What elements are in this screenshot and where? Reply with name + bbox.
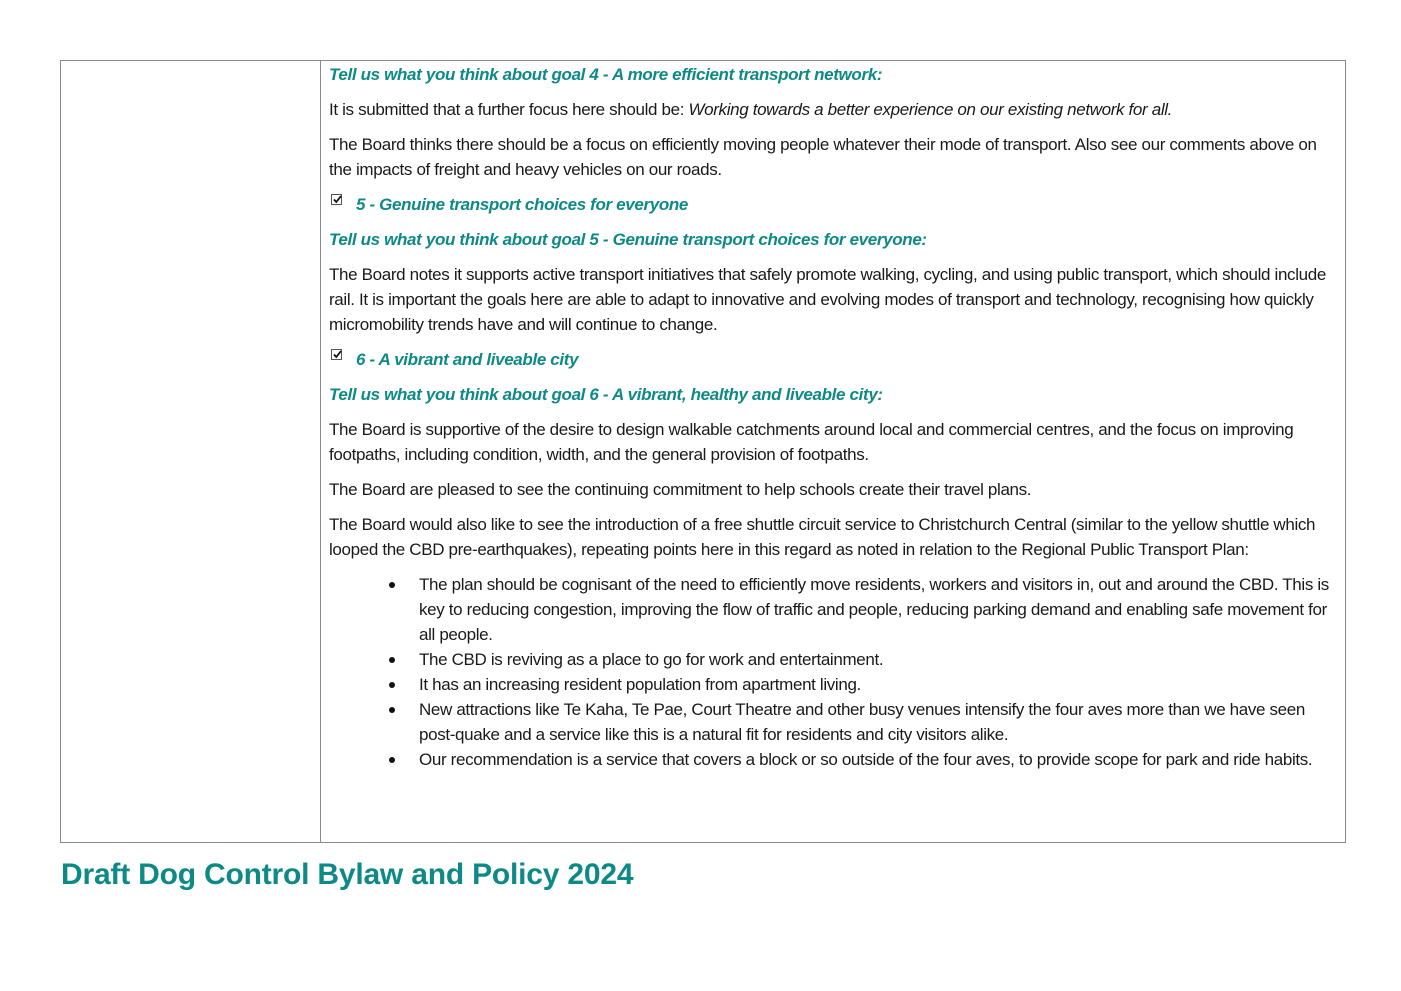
goal5-checkbox-row [329, 192, 1339, 217]
goal5-question: Tell us what you think about goal 5 - Genuine transport choices for everyone: [329, 230, 927, 249]
list-item-text: The CBD is reviving as a place to go for work and entertainment. [419, 650, 884, 669]
goal6-checkbox[interactable] [331, 349, 342, 360]
goal4-submission [329, 97, 1339, 122]
submission-cell [329, 62, 1339, 772]
checkmark-icon [332, 349, 343, 360]
shuttle-points-list [329, 572, 1339, 772]
bullet-icon [389, 657, 395, 663]
goal6-comment-shuttle: The Board would also like to see the introduction of a free shuttle circuit service to Christchurch Central (similar to the yellow shuttle which looped the CBD pre-earthquakes), repeating points here in this regard as noted in relation to the Regional Public Transport Plan: [329, 515, 1316, 559]
list-item-text: It has an increasing resident population from apartment living. [419, 675, 861, 694]
list-item [329, 647, 1339, 672]
bullet-icon [389, 707, 395, 713]
bullet-icon [389, 582, 395, 588]
goal5-checkbox[interactable] [331, 194, 342, 205]
goal4-submission-italic: Working towards a better experience on our existing network for all. [688, 100, 1173, 119]
checkmark-icon [332, 194, 343, 205]
list-item-text: Our recommendation is a service that covers a block or so outside of the four aves, to provide scope for park and ride habits. [419, 750, 1313, 769]
list-item [329, 697, 1339, 747]
goal6-question: Tell us what you think about goal 6 - A vibrant, healthy and liveable city: [329, 385, 883, 404]
goal6-checkbox-row [329, 347, 1339, 372]
goal6-comment-schools: The Board are pleased to see the continuing commitment to help schools create their travel plans. [329, 480, 1032, 499]
list-item [329, 672, 1339, 697]
goal6-comment-walkable: The Board is supportive of the desire to design walkable catchments around local and commercial centres, and the focus on improving footpaths, including condition, width, and the general provision of footpaths. [329, 420, 1294, 464]
goal5-comment: The Board notes it supports active transport initiatives that safely promote walking, cycling, and using public transport, which should include rail. It is important the goals here are able to adapt to innovative and evolving modes of transport and technology, recognising how quickly micromobility trends have and will continue to change. [329, 265, 1326, 334]
list-item [329, 572, 1339, 647]
goal6-checkbox-label: 6 - A vibrant and liveable city [356, 350, 579, 369]
list-item-text: The plan should be cognisant of the need to efficiently move residents, workers and visitors in, out and around the CBD. This is key to reducing congestion, improving the flow of traffic and people, reducing parking demand and enabling safe movement for all people. [419, 575, 1329, 644]
bullet-icon [389, 757, 395, 763]
goal4-comment: The Board thinks there should be a focus on efficiently moving people whatever their mode of transport. Also see our comments above on the impacts of freight and heavy vehicles on our roads. [329, 135, 1317, 179]
list-item [329, 747, 1339, 772]
bullet-icon [389, 682, 395, 688]
section-title: Draft Dog Control Bylaw and Policy 2024 [61, 858, 634, 891]
column-divider [320, 61, 321, 842]
goal4-question: Tell us what you think about goal 4 - A more efficient transport network: [329, 65, 883, 84]
goal5-checkbox-label: 5 - Genuine transport choices for everyone [356, 195, 689, 214]
goal4-submission-prefix: It is submitted that a further focus here should be: [329, 100, 689, 119]
submission-table [60, 60, 1346, 843]
list-item-text: New attractions like Te Kaha, Te Pae, Court Theatre and other busy venues intensify the four aves more than we have seen post-quake and a service like this is a natural fit for residents and city visitors alike. [419, 700, 1305, 744]
